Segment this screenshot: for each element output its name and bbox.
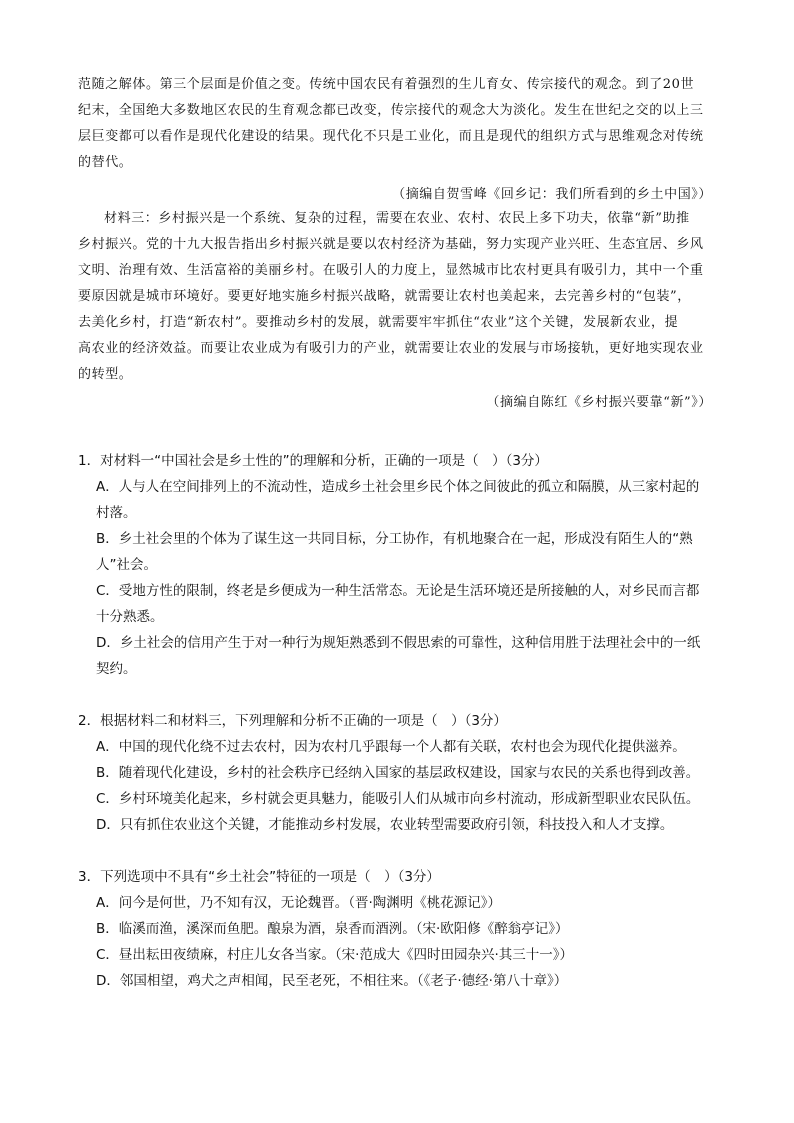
question-stem: 2．根据材料二和材料三，下列理解和分析不正确的一项是（ ）（3分） [78,713,507,729]
option-d[interactable]: D．邻国相望，鸡犬之声相闻，民至老死，不相往来。（《老子·德经·第八十章》） [96,973,568,989]
material-three-source: （摘编自陈红《乡村振兴要靠“新”》） [486,395,712,410]
material-line: 乡村振兴。党的十九大报告指出乡村振兴就是要以农村经济为基础，努力实现产业兴旺、生态宜居、乡风 [78,237,704,252]
question-1 [78,448,728,682]
option-a[interactable]: A．问今是何世，乃不知有汉，无论魏晋。（晋·陶渊明《桃花源记》） [96,895,502,911]
material-line: 高农业的经济效益。而要让农业成为有吸引力的产业，就需要让农业的发展与市场接轨，更好地实现农业 [78,341,704,356]
option-c[interactable]: C．乡村环境美化起来，乡村就会更具魅力，能吸引人们从城市向乡村流动，形成新型职业农民队伍。 [96,791,700,807]
question-stem: 1．对材料一“中国社会是乡土性的”的理解和分析，正确的一项是（ ）（3分） [78,453,548,469]
material-line: 的替代。 [78,155,133,170]
material-line: 去美化乡村，打造“新农村”。要推动乡村的发展，就需要牢牢抓住“农业”这个关键，发展新农业，提 [78,315,679,330]
option-d[interactable]: D．乡土社会的信用产生于对一种行为规矩熟悉到不假思索的可靠性，这种信用胜于法理社会中的一纸 [96,635,701,651]
material-line: 范随之解体。第三个层面是价值之变。传统中国农民有着强烈的生儿育女、传宗接代的观念。到了20世 [78,77,695,92]
option-b-continuation: 人”社会。 [96,557,157,573]
material-line: 材料三：乡村振兴是一个系统、复杂的过程，需要在农业、农村、农民上多下功夫，依靠“新”助推 [104,211,690,226]
option-c[interactable]: C．受地方性的限制，终老是乡便成为一种生活常态。无论是生活环境还是所接触的人，对乡民而言都 [96,583,700,599]
option-c[interactable]: C．昼出耘田夜绩麻，村庄儿女各当家。（宋·范成大《四时田园杂兴·其三十一》） [96,947,574,963]
material-line: 文明、治理有效、生活富裕的美丽乡村。在吸引人的力度上，显然城市比农村更具有吸引力，其中一个重 [78,263,704,278]
option-d-continuation: 契约。 [96,661,137,677]
material-line: 纪末，全国绝大多数地区农民的生育观念都已改变，传宗接代的观念大为淡化。发生在世纪之交的以上三 [78,103,704,118]
question-3 [78,864,728,994]
material-line: 层巨变都可以看作是现代化建设的结果。现代化不只是工业化，而且是现代的组织方式与思维观念对传统 [78,129,704,144]
option-b[interactable]: B．随着现代化建设，乡村的社会秩序已经纳入国家的基层政权建设，国家与农民的关系也得到改善。 [96,765,700,781]
material-line: 要原因就是城市环境好。要更好地实施乡村振兴战略，就需要让农村也美起来，去完善乡村的“包装”， [78,289,691,304]
material-three [78,206,718,388]
option-a-continuation: 村落。 [96,505,137,521]
question-stem: 3．下列选项中不具有“乡土社会”特征的一项是（ ）（3分） [78,869,440,885]
option-b[interactable]: B．乡土社会里的个体为了谋生这一共同目标，分工协作，有机地聚合在一起，形成没有陌生人的“熟 [96,531,693,547]
material-line: 的转型。 [78,367,133,382]
material-two-continuation [78,72,718,176]
option-a[interactable]: A．中国的现代化绕不过去农村，因为农村几乎跟每一个人都有关联，农村也会为现代化提供滋养。 [96,739,686,755]
option-c-continuation: 十分熟悉。 [96,609,164,625]
option-d[interactable]: D．只有抓住农业这个关键，才能推动乡村发展，农业转型需要政府引领，科技投入和人才支撑。 [96,817,674,833]
question-2 [78,708,728,838]
option-a[interactable]: A．人与人在空间排列上的不流动性，造成乡土社会里乡民个体之间彼此的孤立和隔膜，从三家村起的 [96,479,700,495]
material-two-source: （摘编自贺雪峰《回乡记：我们所看到的乡土中国》） [392,187,712,202]
option-b[interactable]: B．临溪而渔，溪深而鱼肥。酿泉为酒，泉香而酒洌。（宋·欧阳修《醉翁亭记》） [96,921,569,937]
